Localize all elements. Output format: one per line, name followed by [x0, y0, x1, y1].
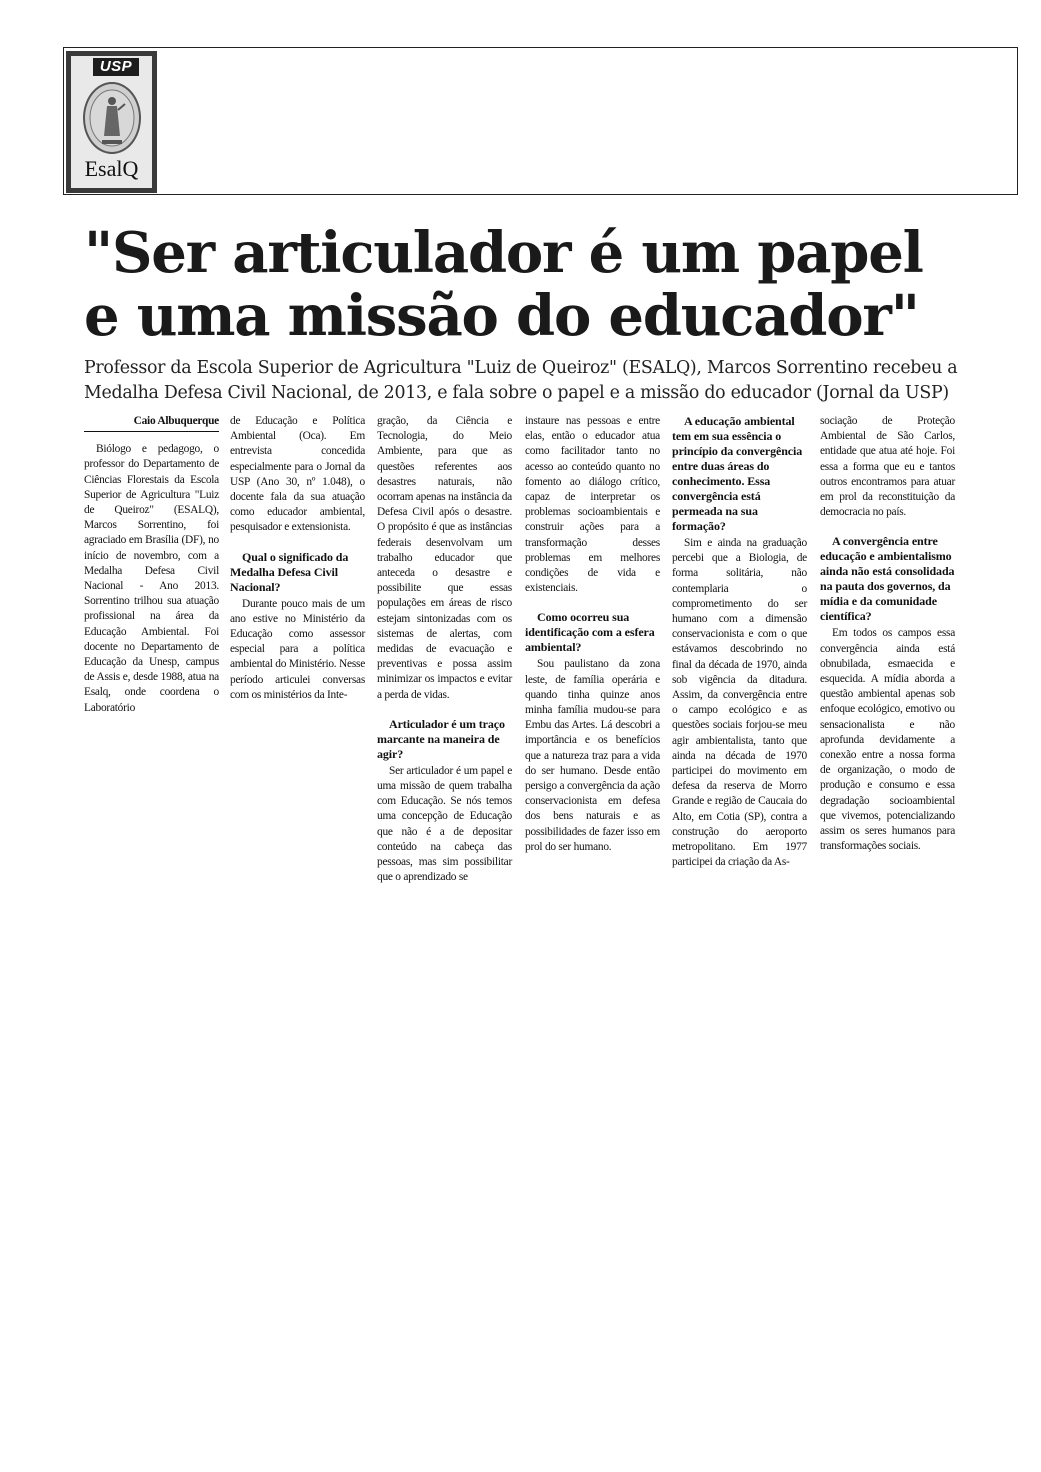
- logo-medallion-icon: [83, 82, 141, 154]
- answer-convergence-continued: sociação de Proteção Ambiental de São Carlos, entidade que atua até hoje. Foi essa a forma que eu e tantos outros encontramos para atuar em prol da reconstituição da democracia no país.: [820, 415, 955, 519]
- question-medal: Qual o significado da Medalha Defesa Civil Nacional?: [230, 549, 349, 594]
- logo-esalq-text: EsalQ: [84, 156, 139, 181]
- logo-frame: [71, 56, 152, 188]
- header-box: [63, 47, 1018, 195]
- answer-convergence: Sim e ainda na graduação percebi que a Biologia, de forma solitária, não contemplaria o comprometimento do ser humano com a dimensão conservacionista e com o que estávamos descobrindo no final da década de 1970, ainda sob vigência da ditadura. Assim, da convergência entre o campo ecológico e as questões sociais forjou-se meu agir ambientalista, tanto que ainda na década de 1970 participei do movimento em defesa da reserva de Morro Grande e região de Caucaia do Alto, em Cotia (SP), contra a construção do aeroporto metropolitano. Em 1977 participei da criação da As-: [672, 537, 807, 869]
- statue-icon: [85, 84, 139, 152]
- logo-usp-text: USP: [93, 58, 139, 76]
- article-column-2: [230, 414, 365, 703]
- article-headline: "Ser articulador é um papel e uma missão do educador": [84, 220, 923, 349]
- article-column-1: [84, 414, 219, 716]
- article-column-6: [820, 414, 955, 854]
- question-articulator: Articulador é um traço marcante na maneira de agir?: [377, 716, 505, 761]
- answer-media: Em todos os campos essa convergência ainda está obnubilada, esmaecida e esquecida. A mídia aborda a questão ambiental apenas sob enfoque ecológico, emotivo ou sensacionalista e não aprofunda devidamente a conexão entre a nossa forma de organização, o modo de produção e consumo e essa degradação socioambiental que vivemos, potencializando assim os seres humanos para transformações sociais.: [820, 627, 955, 853]
- article-column-3: [377, 414, 512, 885]
- byline: Caio Albuquerque: [84, 414, 219, 432]
- answer-articulator-continued: instaure nas pessoas e entre elas, então o educador atua como facilitador tanto no acesso ao conteúdo quanto no fomento ao diálogo crítico, capaz de interpretar os problemas socioambientais e construir ações para a transformação desses problemas em melhores condições de vida e existenciais.: [525, 415, 660, 595]
- article-subtitle: Professor da Escola Superior de Agricultura "Luiz de Queiroz" (ESALQ), Marcos Sorrentino recebeu a Medalha Defesa Civil Nacional, de 2013, e fala sobre o papel e a missão do educador (Jornal da USP): [84, 358, 958, 403]
- question-environment: Como ocorreu sua identificação com a esfera ambiental?: [525, 610, 655, 655]
- question-media: A convergência entre educação e ambientalismo ainda não está consolidada na pauta dos governos, da mídia e da comunidade científica?: [820, 534, 955, 624]
- answer-environment: Sou paulistano da zona leste, de família operária e quando tinha quinze anos minha família mudou-se para Embu das Artes. Lá descobri a importância e os benefícios que a natureza traz para a vida do ser humano. Desde então persigo a convergência da ação conservacionista em defesa dos bens naturais e as possibilidades de fazer isso em prol do ser humano.: [525, 658, 660, 853]
- usp-esalq-logo: [66, 51, 157, 193]
- article-column-5: [672, 414, 807, 870]
- article-column-4: [525, 414, 660, 855]
- intro-paragraph: Biólogo e pedagogo, o professor do Departamento de Ciências Florestais da Escola Superior de Agricultura "Luiz de Queiroz" (ESALQ), Marcos Sorrentino, foi agraciado em Brasília (DF), no início de novembro, com a Medalha Defesa Civil Nacional - Ano 2013. Sorrentino trilhou sua atuação profissional na área da Educação Ambiental. Foi docente no Departamento de Educação da Unesp, campus de Assis e, desde 1988, atua na Esalq, onde coordena o Laboratório: [84, 443, 219, 714]
- answer-medal-continued: gração, da Ciência e Tecnologia, do Meio Ambiente, para que as questões referentes aos desastres naturais, não ocorram apenas na instância da Defesa Civil após o desastre. O propósito é que as instâncias federais desenvolvam um trabalho educador que anteceda o desastre e possibilite que essas populações em áreas de risco estejam sintonizadas com os sistemas de alertas, com medidas de evacuação e preventivas e possa assim minimizar os impactos e evitar a perda de vidas.: [377, 415, 512, 701]
- answer-articulator: Ser articulador é um papel e uma missão de quem trabalha com Educação. Se nós temos uma concepção de Educação que não é a de depositar conteúdo na cabeça das pessoas, mas sim possibilitar que o aprendizado se: [377, 764, 512, 884]
- answer-medal: Durante pouco mais de um ano estive no Ministério da Educação como assessor especial para a política ambiental do Ministério. Nesse período articulei conversas com os ministérios da Inte-: [230, 597, 365, 701]
- question-convergence: A educação ambiental tem em sua essência o princípio da convergência entre duas áreas do conhecimento. Essa convergência está permeada na sua formação?: [672, 414, 803, 533]
- intro-paragraph-continued: de Educação e Política Ambiental (Oca). Em entrevista concedida especialmente para o Jornal da USP (Ano 30, nº 1.048), o docente fala da sua atuação como educador ambiental, pesquisador e extensionista.: [230, 415, 365, 534]
